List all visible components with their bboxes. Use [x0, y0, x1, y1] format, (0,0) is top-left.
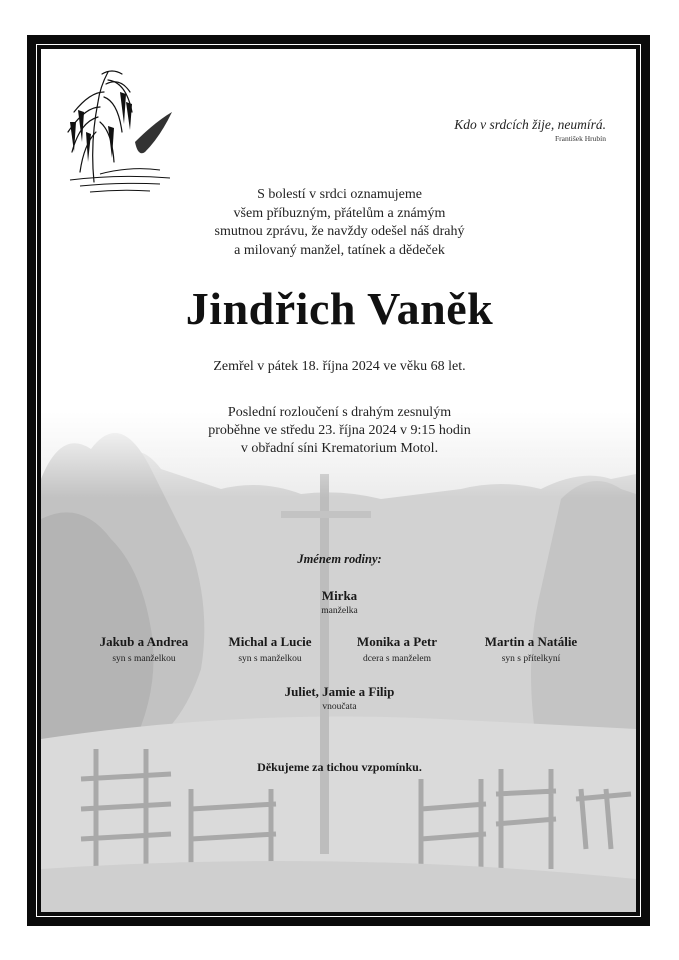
funeral-info: [0, 404, 679, 458]
memorial-quote: [454, 117, 606, 143]
funeral-line: proběhne ve středu 23. října 2024 v 9:15 hodin: [208, 423, 471, 438]
family-member-name: Jakub a Andrea: [99, 634, 189, 649]
spouse-relation: manželka: [321, 606, 358, 616]
quote-text: Kdo v srdcích žije, neumírá.: [454, 117, 606, 132]
family-member-relation: dcera s manželem: [362, 654, 432, 664]
announcement-intro: [0, 186, 679, 260]
family-member-name: Monika a Petr: [356, 634, 438, 649]
death-info: Zemřel v pátek 18. října 2024 ve věku 68 let.: [213, 359, 466, 374]
family-member-relation: syn s manželkou: [112, 654, 176, 664]
grandchildren-names: Juliet, Jamie a Filip: [284, 684, 395, 699]
family-member: [456, 634, 606, 664]
intro-line: S bolestí v srdci oznamujeme: [257, 187, 422, 202]
intro-line: smutnou zprávu, že navždy odešel náš drahý: [214, 224, 465, 239]
closing-thanks: Děkujeme za tichou vzpomínku.: [257, 760, 422, 774]
family-heading: Jménem rodiny:: [297, 552, 382, 566]
intro-line: a milovaný manžel, tatínek a dědeček: [234, 242, 445, 258]
family-member: [322, 634, 472, 664]
intro-line: všem příbuzným, přátelům a známým: [233, 205, 446, 221]
spouse-name: Mirka: [321, 588, 358, 603]
family-member-relation: syn s přítelkyní: [501, 654, 561, 664]
family-member-name: Michal a Lucie: [228, 634, 312, 649]
quote-author: František Hrubín: [554, 134, 606, 143]
deceased-name: Jindřich Vaněk: [185, 283, 494, 334]
weeping-willow-icon: [60, 62, 180, 197]
funeral-line: Poslední rozloučení s drahým zesnulým: [227, 405, 452, 420]
family-member-relation: syn s manželkou: [238, 654, 302, 664]
funeral-line: v obřadní síni Krematorium Motol.: [240, 441, 439, 456]
family-member-name: Martin a Natálie: [484, 634, 578, 649]
grandchildren-relation: vnoučata: [322, 702, 357, 712]
